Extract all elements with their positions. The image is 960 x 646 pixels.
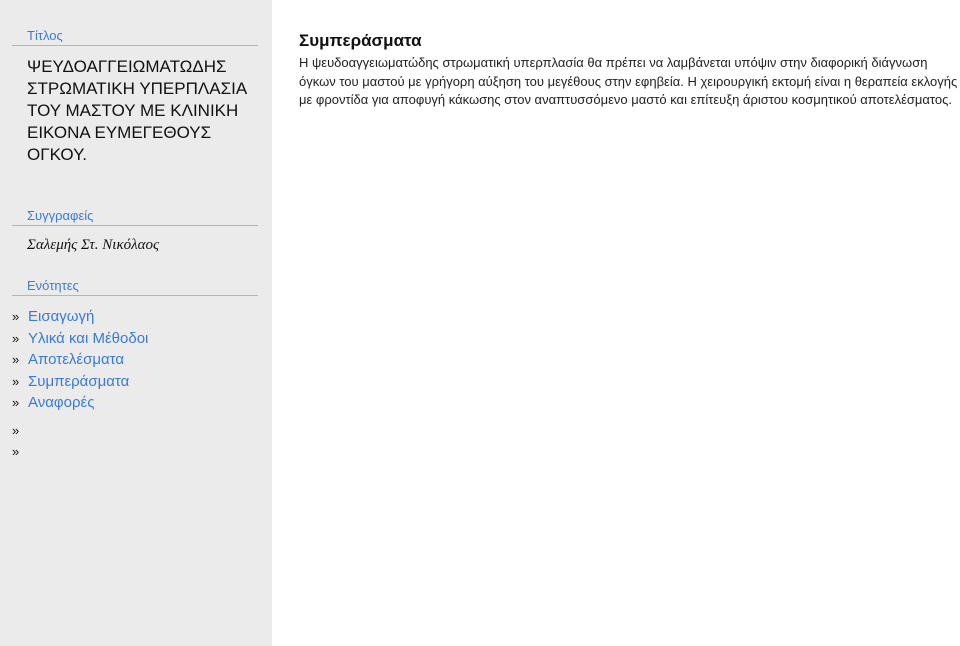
bullet-icon: »	[12, 444, 20, 459]
section-link-label[interactable]: Αναφορές	[28, 394, 95, 411]
sections-nav	[12, 306, 258, 463]
section-body: Η ψευδοαγγειωματώδης στρωματική υπερπλασία θα πρέπει να λαμβάνεται υπόψιν στην διαφορική διάγνωση όγκων του μαστού με γρήγορη αύξηση του μεγέθους στην εφηβεία. Η χειρουργική εκτομή είναι η θεραπεία εκλογής με φροντίδα για αποφυγή κάκωσης στον αναπτυσσόμενο μαστό και επίτευξη άριστου κοσμητικού αποτελέσματος.	[299, 55, 958, 107]
section-link-label[interactable]: Υλικά και Μέθοδοι	[28, 329, 149, 347]
title-section-label: Τίτλος	[27, 28, 63, 43]
sections-section-label: Ενότητες	[27, 278, 79, 293]
empty-nav-item	[12, 441, 258, 463]
bullet-icon: »	[12, 330, 20, 346]
section-link-references[interactable]	[12, 392, 258, 414]
bullet-icon: »	[12, 373, 20, 389]
section-heading: Συμπεράσματα	[299, 31, 422, 50]
authors-section-label: Συγγραφείς	[27, 208, 94, 223]
sidebar-content	[12, 0, 258, 463]
section-link-results[interactable]	[12, 349, 258, 371]
sidebar-spacer-2	[12, 254, 258, 278]
section-link-label[interactable]: Εισαγωγή	[28, 308, 95, 325]
author-name: Σαλεμής Στ. Νικόλαος	[27, 237, 160, 253]
authors-section-divider	[12, 225, 258, 226]
bullet-icon: »	[12, 395, 20, 410]
article-title: ΨΕΥΔΟΑΓΓΕΙΩΜΑΤΩΔΗΣ ΣΤΡΩΜΑΤΙΚΗ ΥΠΕΡΠΛΑΣΙΑ ΤΟΥ ΜΑΣΤΟΥ ΜΕ ΚΛΙΝΙΚΗ ΕΙΚΟΝΑ ΕΥΜΕΓΕΘΟΥΣ ΟΓΚΟΥ.	[27, 57, 247, 164]
title-section-divider	[12, 45, 258, 46]
section-link-label[interactable]: Συμπεράσματα	[28, 372, 130, 390]
section-link-label[interactable]: Αποτελέσματα	[28, 351, 125, 368]
section-link-materials-methods[interactable]	[12, 328, 258, 350]
section-link-introduction[interactable]	[12, 306, 258, 328]
bullet-icon: »	[12, 309, 20, 324]
sidebar-spacer-1	[12, 166, 258, 208]
sections-section-divider	[12, 295, 258, 296]
bullet-icon: »	[12, 422, 20, 438]
sidebar	[0, 0, 272, 646]
section-link-conclusions[interactable]	[12, 371, 258, 393]
bullet-icon: »	[12, 352, 20, 367]
empty-nav-item	[12, 420, 258, 442]
sidebar-top-spacer	[12, 0, 258, 28]
main-content	[299, 30, 959, 110]
